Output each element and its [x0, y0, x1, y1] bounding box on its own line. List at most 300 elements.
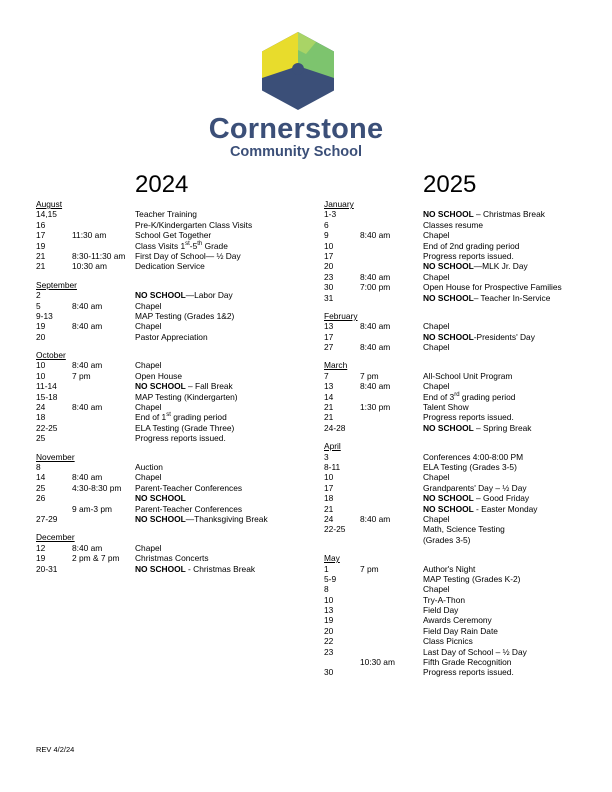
calendar-event-row: [36, 543, 291, 553]
event-text: Dedication Service: [135, 261, 205, 272]
calendar-event-row: [36, 241, 291, 251]
calendar-event-row: [324, 472, 584, 482]
event-time: 7 pm: [72, 370, 91, 381]
month-heading: December: [36, 532, 75, 543]
month-heading: April: [324, 441, 341, 452]
event-time: 8:40 am: [360, 230, 391, 241]
event-date: 10: [324, 472, 334, 483]
event-date: 18: [324, 493, 334, 504]
event-text: rd: [454, 391, 460, 398]
event-date: 19: [36, 553, 46, 564]
calendar-event-row: [324, 241, 584, 251]
event-description: [423, 615, 492, 625]
calendar-event-row: [36, 290, 291, 300]
no-school-label: NO SCHOOL: [423, 493, 474, 504]
event-description: [423, 402, 469, 412]
event-date: 13: [324, 321, 334, 332]
event-text: Chapel: [135, 402, 162, 413]
calendar-event-row: [324, 402, 584, 412]
event-date: 19: [324, 615, 334, 626]
month-heading: October: [36, 350, 66, 361]
event-text: Chapel: [423, 513, 450, 524]
event-description: [135, 433, 226, 443]
no-school-label: NO SCHOOL: [135, 513, 186, 524]
event-description: [135, 321, 162, 331]
event-text: Field Day Rain Date: [423, 625, 498, 636]
no-school-label: NO SCHOOL: [135, 493, 186, 504]
calendar-event-row: [324, 564, 584, 574]
event-time: 8:40 am: [72, 402, 103, 413]
month-heading: November: [36, 451, 75, 462]
event-time: 8:40 am: [360, 342, 391, 353]
event-text: Chapel: [135, 321, 162, 332]
calendar-event-row: [324, 412, 584, 422]
event-date: 15-18: [36, 391, 58, 402]
event-text: MAP Testing (Grades K-2): [423, 573, 521, 584]
event-text: - Easter Monday: [473, 503, 538, 514]
calendar-event-row: [324, 261, 584, 271]
event-date: 11-14: [36, 381, 57, 392]
calendar-event-row: [324, 452, 584, 462]
no-school-label: NO SCHOOL: [423, 331, 474, 342]
event-text: Progress reports issued.: [135, 433, 226, 444]
calendar-event-row: [324, 626, 584, 636]
event-description: [135, 504, 242, 514]
event-text: Fifth Grade Recognition: [423, 657, 512, 668]
event-text: Progress reports issued.: [423, 412, 514, 423]
event-text: Progress reports issued.: [423, 250, 514, 261]
event-date: 12: [36, 542, 46, 553]
event-text: Chapel: [135, 300, 162, 311]
event-date: 7: [324, 370, 329, 381]
event-text: Pre-K/Kindergarten Class Visits: [135, 219, 253, 230]
event-date: 30: [324, 282, 334, 293]
event-description: [423, 595, 465, 605]
event-text: Math, Science Testing: [423, 524, 505, 535]
event-description: [423, 423, 531, 433]
calendar-event-row: [36, 514, 291, 524]
calendar-event-row: [324, 251, 584, 261]
event-time: 8:40 am: [72, 542, 103, 553]
event-text: All-School Unit Program: [423, 370, 513, 381]
event-text: – Spring Break: [473, 422, 532, 433]
event-date: 1-3: [324, 209, 337, 220]
event-time: 8:30-11:30 am: [72, 250, 126, 261]
event-description: [135, 371, 182, 381]
event-text: Chapel: [423, 342, 450, 353]
event-date: 14: [324, 391, 334, 402]
event-time: 7:00 pm: [360, 282, 391, 293]
event-description: [423, 626, 498, 636]
event-date: 25: [36, 482, 46, 493]
event-description: [423, 241, 519, 251]
calendar-event-row: [36, 472, 291, 482]
event-date: 21: [36, 261, 46, 272]
event-time: 8:40 am: [360, 271, 391, 282]
event-date: 23: [324, 646, 334, 657]
event-description: [423, 584, 450, 594]
event-text: Class Picnics: [423, 636, 473, 647]
event-date: 22: [324, 636, 334, 647]
event-text: grading period: [459, 391, 516, 402]
event-description: [135, 332, 208, 342]
calendar-event-row: [36, 412, 291, 422]
event-description: [135, 251, 241, 261]
calendar-event-row: [36, 564, 291, 574]
event-description: [135, 553, 209, 563]
event-date: 20: [324, 261, 334, 272]
event-description: [135, 392, 238, 402]
event-description: [423, 293, 550, 303]
event-description: [423, 605, 458, 615]
event-text: st: [185, 240, 190, 247]
event-date: 1: [324, 563, 329, 574]
event-date: 20: [36, 331, 46, 342]
event-description: [423, 535, 470, 545]
event-date: 17: [324, 331, 334, 342]
event-text: Chapel: [423, 321, 450, 332]
event-text: Author's Night: [423, 563, 476, 574]
event-description: [423, 483, 527, 493]
event-date: 8: [324, 584, 329, 595]
calendar-event-row: [36, 433, 291, 443]
event-date: 20-31: [36, 563, 58, 574]
event-description: [135, 412, 227, 422]
event-time: 8:40 am: [72, 321, 103, 332]
calendar-event-row: [36, 553, 291, 563]
event-description: [135, 483, 242, 493]
event-text: Grandparents' Day – ½ Day: [423, 482, 527, 493]
event-text: MAP Testing (Kindergarten): [135, 391, 238, 402]
event-description: [423, 647, 527, 657]
calendar-event-row: [324, 371, 584, 381]
event-date: 31: [324, 292, 334, 303]
event-description: [423, 462, 517, 472]
calendar-event-row: [324, 636, 584, 646]
calendar-event-row: [324, 220, 584, 230]
event-description: [423, 524, 505, 534]
revision-note: REV 4/2/24: [36, 745, 75, 754]
calendar-event-row: [324, 332, 584, 342]
event-description: [423, 251, 514, 261]
event-text: Open House: [135, 370, 183, 381]
event-date: 10: [36, 360, 46, 371]
event-description: [423, 472, 450, 482]
event-description: [135, 360, 162, 370]
event-date: 2: [36, 290, 41, 301]
event-description: [135, 564, 255, 574]
event-description: [423, 381, 450, 391]
event-date: 21: [324, 503, 334, 514]
event-time: 8:40 am: [72, 300, 103, 311]
event-time: 7 pm: [360, 563, 379, 574]
event-date: 17: [324, 482, 334, 493]
calendar-event-row: [324, 667, 584, 677]
event-text: Last Day of School – ½ Day: [423, 646, 527, 657]
event-time: 11:30 am: [72, 230, 107, 241]
event-date: 19: [36, 321, 46, 332]
event-description: [423, 452, 523, 462]
event-text: - Christmas Break: [185, 563, 256, 574]
calendar-event-row: [324, 504, 584, 514]
no-school-label: NO SCHOOL: [423, 292, 474, 303]
calendar-event-row: [324, 423, 584, 433]
calendar-event-row: [36, 392, 291, 402]
event-date: 21: [324, 412, 334, 423]
event-text: Talent Show: [423, 402, 469, 413]
event-text: – Fall Break: [185, 381, 233, 392]
event-description: [423, 493, 529, 503]
event-time: 8:40 am: [360, 321, 391, 332]
event-text: Chapel: [423, 472, 450, 483]
event-description: [423, 392, 515, 402]
calendar-event-row: [36, 301, 291, 311]
calendar-event-row: [324, 342, 584, 352]
event-description: [135, 514, 268, 524]
event-date: 10: [324, 240, 334, 251]
calendar-event-row: [324, 514, 584, 524]
calendar-event-row: [324, 381, 584, 391]
calendar-event-row: [324, 647, 584, 657]
calendar-event-row: [36, 483, 291, 493]
calendar-event-row: [324, 535, 584, 545]
calendar-event-row: [324, 524, 584, 534]
event-description: [135, 311, 234, 321]
calendar-2025-column: [324, 199, 584, 678]
event-date: 24-28: [324, 422, 346, 433]
event-text: First Day of School— ½ Day: [135, 250, 241, 261]
event-text: End of 3: [423, 391, 455, 402]
event-description: [423, 636, 473, 646]
no-school-label: NO SCHOOL: [423, 503, 474, 514]
event-text: th: [197, 240, 203, 247]
event-time: 8:40 am: [72, 472, 103, 483]
event-time: 10:30 am: [72, 261, 107, 272]
event-text: ELA Testing (Grade Three): [135, 422, 235, 433]
month-heading: May: [324, 553, 340, 564]
no-school-label: NO SCHOOL: [423, 422, 474, 433]
school-name: Cornerstone: [208, 113, 384, 145]
event-description: [135, 543, 162, 553]
event-date: 13: [324, 605, 334, 616]
event-description: [135, 493, 186, 503]
calendar-event-row: [36, 423, 291, 433]
event-text: Open House for Prospective Families: [423, 282, 562, 293]
event-date: 5: [36, 300, 41, 311]
event-description: [135, 301, 162, 311]
event-description: [135, 402, 162, 412]
event-description: [423, 371, 512, 381]
event-text: Field Day: [423, 605, 459, 616]
calendar-event-row: [324, 483, 584, 493]
event-text: – Christmas Break: [473, 209, 545, 220]
event-date: 10: [36, 370, 46, 381]
calendar-event-row: [36, 209, 291, 219]
event-text: End of 1: [135, 412, 167, 423]
event-date: 22-25: [36, 422, 58, 433]
event-text: End of 2nd grading period: [423, 240, 520, 251]
event-description: [423, 504, 538, 514]
event-description: [135, 261, 205, 271]
school-subtitle: Community School: [229, 144, 363, 160]
event-date: 23: [324, 271, 334, 282]
no-school-label: NO SCHOOL: [135, 290, 186, 301]
calendar-event-row: [36, 321, 291, 331]
event-description: [423, 574, 520, 584]
event-description: [423, 514, 450, 524]
event-text: grading period: [170, 412, 227, 423]
event-date: 17: [324, 250, 334, 261]
month-heading: September: [36, 279, 77, 290]
event-description: [423, 342, 450, 352]
event-date: 21: [324, 402, 334, 413]
event-date: 3: [324, 451, 329, 462]
event-time: 9 am-3 pm: [72, 503, 113, 514]
event-description: [423, 230, 450, 240]
calendar-event-row: [324, 595, 584, 605]
event-text: Teacher Training: [135, 209, 197, 220]
event-text: Auction: [135, 461, 163, 472]
event-text: Classes resume: [423, 219, 484, 230]
calendar-event-row: [36, 493, 291, 503]
event-text: Chapel: [423, 230, 450, 241]
calendar-event-row: [36, 251, 291, 261]
no-school-label: NO SCHOOL: [135, 381, 186, 392]
event-time: 1:30 pm: [360, 402, 391, 413]
event-text: Conferences 4:00-8:00 PM: [423, 451, 524, 462]
calendar-event-row: [36, 402, 291, 412]
calendar-event-row: [36, 261, 291, 271]
event-date: 24: [324, 513, 334, 524]
event-date: 18: [36, 412, 46, 423]
calendar-event-row: [324, 230, 584, 240]
event-date: 17: [36, 230, 46, 241]
calendar-event-row: [324, 272, 584, 282]
calendar-event-row: [324, 493, 584, 503]
calendar-event-row: [36, 462, 291, 472]
event-date: 24: [36, 402, 46, 413]
event-text: Chapel: [135, 360, 162, 371]
event-time: 2 pm & 7 pm: [72, 553, 120, 564]
event-date: 8-11: [324, 461, 341, 472]
month-heading: January: [324, 199, 354, 209]
event-date: 26: [36, 493, 46, 504]
calendar-event-row: [324, 615, 584, 625]
calendar-event-row: [324, 657, 584, 667]
event-description: [423, 282, 562, 292]
event-date: 22-25: [324, 524, 346, 535]
event-date: 14: [36, 472, 46, 483]
event-text: Pastor Appreciation: [135, 331, 208, 342]
calendar-event-row: [36, 230, 291, 240]
event-date: 25: [36, 433, 46, 444]
event-date: 30: [324, 667, 334, 678]
event-date: 9: [324, 230, 329, 241]
event-description: [135, 472, 162, 482]
year-heading-2024: 2024: [135, 171, 189, 198]
event-description: [423, 332, 535, 342]
calendar-event-row: [324, 321, 584, 331]
event-description: [423, 261, 528, 271]
event-text: – Good Friday: [473, 493, 530, 504]
calendar-event-row: [324, 462, 584, 472]
event-description: [423, 220, 483, 230]
event-description: [423, 412, 514, 422]
event-text: ELA Testing (Grades 3-5): [423, 461, 517, 472]
calendar-event-row: [36, 332, 291, 342]
event-text: Parent-Teacher Conferences: [135, 503, 243, 514]
event-description: [423, 209, 545, 219]
calendar-event-row: [36, 311, 291, 321]
calendar-2024-column: [36, 199, 291, 574]
event-date: 19: [36, 240, 46, 251]
event-text: MAP Testing (Grades 1&2): [135, 310, 235, 321]
event-date: 9-13: [36, 310, 53, 321]
event-description: [135, 423, 234, 433]
event-text: —Thanksgiving Break: [185, 513, 268, 524]
cornerstone-puzzle-logo: [262, 32, 334, 110]
event-description: [135, 241, 228, 251]
calendar-event-row: [324, 574, 584, 584]
calendar-event-row: [324, 293, 584, 303]
month-heading: March: [324, 360, 348, 371]
calendar-event-row: [36, 504, 291, 514]
event-date: 5-9: [324, 573, 337, 584]
event-date: 13: [324, 381, 334, 392]
event-text: Awards Ceremony: [423, 615, 492, 626]
event-date: 8: [36, 461, 41, 472]
event-description: [423, 321, 450, 331]
event-text: Christmas Concerts: [135, 553, 209, 564]
event-description: [423, 657, 511, 667]
event-description: [135, 290, 233, 300]
event-text: (Grades 3-5): [423, 534, 471, 545]
event-date: 6: [324, 219, 329, 230]
event-text: – Teacher In-Service: [473, 292, 551, 303]
event-description: [135, 462, 163, 472]
event-text: Chapel: [423, 381, 450, 392]
event-time: 8:40 am: [360, 513, 391, 524]
event-date: 14,15: [36, 209, 57, 220]
calendar-event-row: [36, 371, 291, 381]
event-text: Parent-Teacher Conferences: [135, 482, 243, 493]
calendar-event-row: [324, 605, 584, 615]
event-text: Grade: [202, 240, 228, 251]
event-description: [135, 230, 211, 240]
calendar-event-row: [324, 209, 584, 219]
calendar-event-row: [324, 584, 584, 594]
calendar-event-row: [324, 282, 584, 292]
event-text: Class Visits 1: [135, 240, 186, 251]
event-date: 27-29: [36, 513, 58, 524]
no-school-label: NO SCHOOL: [423, 261, 474, 272]
event-text: -5: [189, 240, 198, 251]
calendar-event-row: [36, 220, 291, 230]
event-time: 7 pm: [360, 370, 379, 381]
event-date: 10: [324, 594, 334, 605]
event-text: -Presidents' Day: [473, 331, 535, 342]
event-text: —MLK Jr. Day: [473, 261, 528, 272]
event-description: [423, 667, 514, 677]
event-description: [423, 564, 475, 574]
year-heading-2025: 2025: [423, 171, 477, 198]
event-text: Chapel: [135, 472, 162, 483]
event-description: [135, 209, 197, 219]
event-text: School Get Together: [135, 230, 212, 241]
event-date: 20: [324, 625, 334, 636]
event-time: 8:40 am: [360, 381, 391, 392]
event-text: Chapel: [135, 542, 162, 553]
